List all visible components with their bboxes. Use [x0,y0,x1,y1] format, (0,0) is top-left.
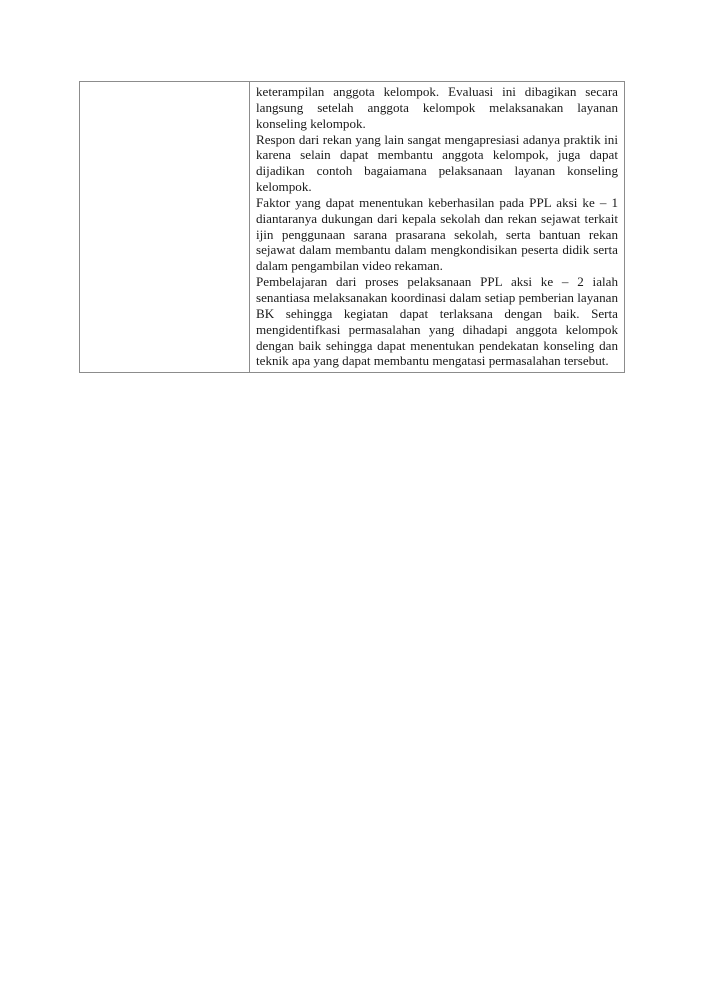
paragraph-learning: Pembelajaran dari proses pelaksanaan PPL aksi ke – 2 ialah senantiasa melaksanakan koordinasi dalam setiap pemberian layanan BK sehingga kegiatan dapat terlaksana dengan baik. Serta mengidentifkasi permasalahan yang dihadapi anggota kelompok dengan baik sehingga dapat menentukan pendekatan konseling dan teknik apa yang dapat membantu mengatasi permasalahan tersebut. [256,274,618,369]
left-cell [80,82,250,373]
right-cell [250,82,625,373]
table-row [80,82,625,373]
paragraph-success-factors: Faktor yang dapat menentukan keberhasilan pada PPL aksi ke – 1 diantaranya dukungan dari kepala sekolah dan rekan sejawat terkait ijin penggunaan sarana prasarana sekolah, serta bantuan rekan sejawat dalam membantu dalam mengkondisikan peserta didik serta dalam pengambilan video rekaman. [256,194,618,274]
paragraph-response: Respon dari rekan yang lain sangat mengapresiasi adanya praktik ini karena selain dapat membantu anggota kelompok, juga dapat dijadikan contoh bagaiamana pelaksanaan layanan konseling kelompok. [256,131,618,195]
reflection-table [79,81,625,373]
paragraph-evaluation: keterampilan anggota kelompok. Evaluasi ini dibagikan secara langsung setelah anggota kelompok melaksanakan layanan konseling kelompok. [256,84,618,131]
